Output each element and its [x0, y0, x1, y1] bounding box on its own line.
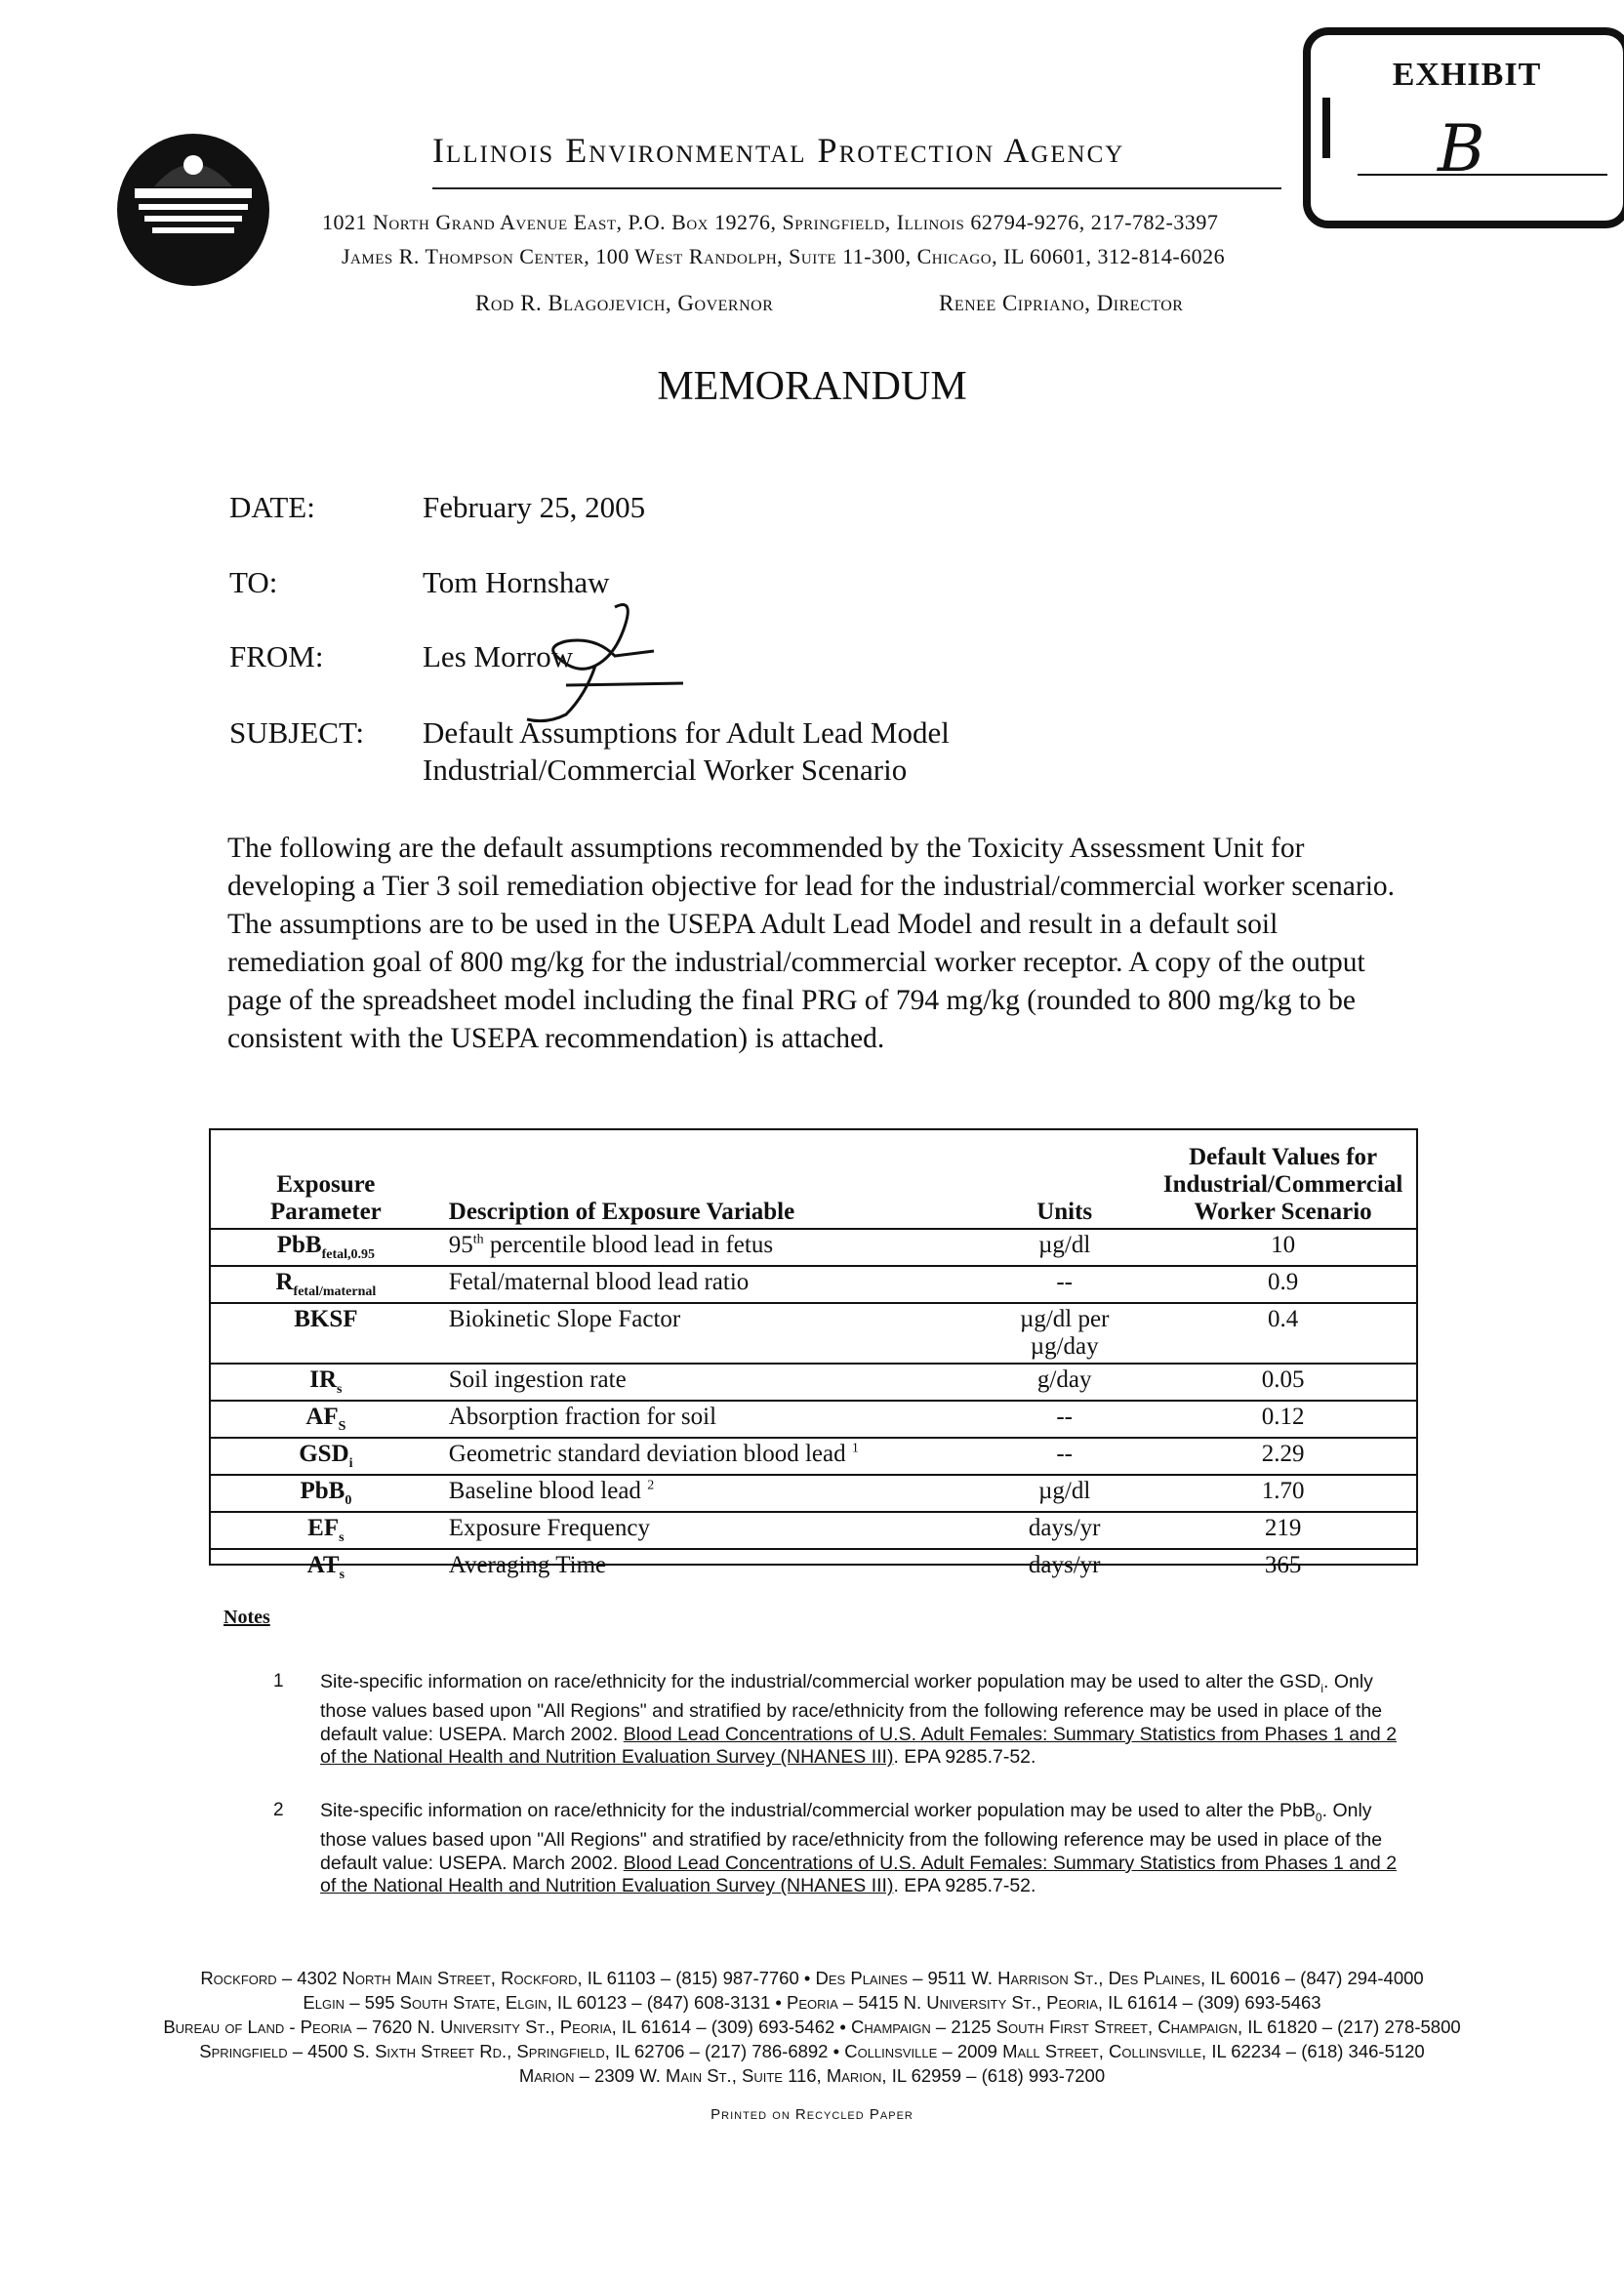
desc-text: Soil ingestion rate — [443, 1364, 981, 1401]
desc-text-rest: percentile blood lead in fetus — [483, 1232, 774, 1258]
value-cell: 10 — [1148, 1229, 1418, 1266]
note-2: Site-specific information on race/ethnicity for the industrial/commercial worker population may be used to alter the PbB$_0$. Only those values based upon "All Regions" and stratified by race/ethnicity from the following reference may be used in place of the default value: USEPA. March 2002. Blood Lead Concentrations of U.S. Adult Females: Summary Statistics from Phases 1 and 2 of the National Health and Nutrition Evaluation Survey (NHANES III). EPA 9285.7-52. — [320, 1800, 1398, 1897]
param-symbol: EF — [307, 1515, 340, 1541]
printed-on-recycled-paper: Printed on Recycled Paper — [710, 2106, 914, 2123]
param-symbol: PbB — [276, 1232, 322, 1258]
desc-text: Geometric standard deviation blood lead — [448, 1441, 846, 1467]
units-cell: days/yr — [981, 1549, 1148, 1585]
desc-text: Baseline blood lead — [448, 1478, 641, 1504]
footer-line-4: Springfield – 4500 S. Sixth Street Rd., Springfield, IL 62706 – (217) 786-6892 • Collinsville – 2009 Mall Street, Collinsville, IL 62234 – (618) 346-5120 — [199, 2041, 1425, 2061]
param-subscript: i — [348, 1456, 353, 1471]
param-subscript: 0 — [345, 1493, 352, 1508]
table-row — [209, 1512, 1418, 1549]
subject-line-1: Default Assumptions for Adult Lead Model — [423, 715, 950, 750]
date-value: February 25, 2005 — [423, 490, 646, 524]
table-row — [209, 1475, 1418, 1512]
param-symbol: AT — [306, 1552, 340, 1578]
units-cell: g/day — [981, 1364, 1148, 1401]
from-value: Les Morrow — [423, 639, 574, 673]
date-label: DATE: — [229, 490, 315, 524]
exhibit-line — [1358, 174, 1607, 176]
handwritten-initials — [488, 597, 703, 734]
units-cell: days/yr — [981, 1512, 1148, 1549]
header-default-2: Industrial/Commercial — [1162, 1171, 1403, 1198]
address-chicago: James R. Thompson Center, 100 West Randolph, Suite 11-300, Chicago, IL 60601, 312-814-6026 — [342, 244, 1226, 268]
desc-text: Exposure Frequency — [443, 1512, 981, 1549]
table-row — [209, 1438, 1418, 1475]
param-subscript: s — [339, 1568, 345, 1582]
param-symbol: R — [275, 1269, 294, 1295]
value-cell: 219 — [1148, 1512, 1418, 1549]
units-cell: µg/dl per µg/day — [981, 1303, 1148, 1364]
units-cell: µg/dl — [981, 1475, 1148, 1512]
table-row — [209, 1364, 1418, 1401]
units-cell: -- — [981, 1401, 1148, 1438]
letterhead-rule — [432, 187, 1281, 189]
header-description: Description of Exposure Variable — [448, 1199, 795, 1225]
value-cell: 2.29 — [1148, 1438, 1418, 1475]
desc-superscript: th — [472, 1232, 484, 1247]
note-1-text-c: . EPA 9285.7-52. — [893, 1746, 1036, 1769]
param-symbol: IR — [309, 1366, 338, 1393]
note-2-text-a: Site-specific information on race/ethnicity for the industrial/commercial worker population may be used to alter the PbB — [320, 1800, 1316, 1821]
param-subscript: fetal/maternal — [293, 1284, 377, 1299]
param-subscript: s — [339, 1530, 345, 1545]
director: Renee Cipriano, Director — [939, 291, 1184, 315]
governor: Rod R. Blagojevich, Governor — [475, 291, 774, 315]
desc-text: Averaging Time — [443, 1549, 981, 1585]
notes-heading: Notes — [223, 1607, 270, 1628]
exhibit-vendor-mark — [1319, 94, 1334, 162]
param-symbol: BKSF — [209, 1303, 443, 1364]
desc-text: Fetal/maternal blood lead ratio — [443, 1266, 981, 1303]
param-symbol: GSD — [299, 1441, 349, 1467]
note-2-number: 2 — [273, 1800, 284, 1820]
subject-label: SUBJECT: — [229, 715, 364, 750]
note-1: Site-specific information on race/ethnicity for the industrial/commercial worker population may be used to alter the $GSD_i$. Only those values based upon "All Regions" and stratified by race/ethnicity from the following reference may be used in place of the default value: USEPA. March 2002. Blood Lead Concentrations of U.S. Adult Females: Summary Statistics from Phases 1 and 2 of the National Health and Nutrition Evaluation Survey (NHANES III). EPA 9285.7-52. — [320, 1671, 1398, 1769]
to-label: TO: — [229, 565, 278, 599]
note-1-text-a: Site-specific information on race/ethnicity for the industrial/commercial worker population may be used to alter the GSD — [320, 1671, 1321, 1692]
table-row — [209, 1401, 1418, 1438]
desc-superscript: 1 — [851, 1441, 859, 1456]
header-parameter-2: Parameter — [269, 1199, 382, 1225]
agency-seal-logo — [115, 132, 271, 288]
footer-line-5: Marion – 2309 W. Main St., Suite 116, Marion, IL 62959 – (618) 993-7200 — [518, 2065, 1106, 2086]
exposure-table — [209, 1128, 1418, 1585]
value-cell: 365 — [1148, 1549, 1418, 1585]
note-1-reference: Blood Lead Concentrations of U.S. Adult Females: Summary Statistics from Phases 1 and 2 of the National Health and Nutrition Evaluation Survey (NHANES III) — [320, 1723, 1398, 1769]
exhibit-value: B — [1438, 111, 1485, 186]
param-symbol: PbB — [300, 1478, 345, 1504]
to-value: Tom Hornshaw — [423, 565, 610, 599]
desc-text: Absorption fraction for soil — [443, 1401, 981, 1438]
param-subscript: fetal,0.95 — [321, 1247, 376, 1262]
note-2-text-c: . EPA 9285.7-52. — [893, 1875, 1036, 1897]
table-row — [209, 1303, 1418, 1364]
exhibit-sticker — [1303, 27, 1624, 228]
table-header-row — [209, 1128, 1418, 1229]
agency-name: Illinois Environmental Protection Agency — [432, 131, 1125, 170]
exhibit-title: EXHIBIT — [1392, 57, 1542, 93]
note-1-number: 1 — [273, 1671, 284, 1691]
header-default-3: Worker Scenario — [1194, 1199, 1372, 1225]
body-paragraph: The following are the default assumptions recommended by the Toxicity Assessment Unit for developing a Tier 3 soil remediation objective for lead for the industrial/commercial worker scenario. The assumptions are to be used in the USEPA Adult Lead Model and result in a default soil remediation goal of 800 mg/kg for the industrial/commercial worker receptor. A copy of the output page of the spreadsheet model including the final PRG of 794 mg/kg (rounded to 800 mg/kg to be consistent with the USEPA recommendation) is attached. — [227, 833, 1396, 1054]
note-1-sub: i — [1320, 1681, 1323, 1695]
header-default-1: Default Values for — [1189, 1144, 1378, 1170]
header-units: Units — [1036, 1199, 1093, 1225]
param-subscript: s — [337, 1382, 343, 1397]
memo-title: MEMORANDUM — [657, 364, 967, 409]
note-1-text-b: Only those values based upon "All Regions" and stratified by race/ethnicity from the following reference may be used in place of the default value: USEPA. March 2002. — [320, 1671, 1383, 1745]
param-subscript: S — [338, 1419, 346, 1434]
from-label: FROM: — [229, 639, 324, 673]
table-row — [209, 1229, 1418, 1266]
value-cell: 0.4 — [1148, 1303, 1418, 1364]
desc-text: 95 — [448, 1232, 473, 1258]
table-row — [209, 1549, 1418, 1585]
note-2-reference: Blood Lead Concentrations of U.S. Adult Females: Summary Statistics from Phases 1 and 2 of the National Health and Nutrition Evaluation Survey (NHANES III) — [320, 1852, 1398, 1897]
subject-line-2: Industrial/Commercial Worker Scenario — [423, 753, 908, 787]
table-row — [209, 1266, 1418, 1303]
units-cell: -- — [981, 1266, 1148, 1303]
note-2-sub: 0 — [1315, 1810, 1322, 1824]
units-cell: µg/dl — [981, 1229, 1148, 1266]
value-cell: 0.9 — [1148, 1266, 1418, 1303]
footer-line-3: Bureau of Land - Peoria – 7620 N. University St., Peoria, IL 61614 – (309) 693-5462 • Champaign – 2125 South First Street, Champaign, IL 61820 – (217) 278-5800 — [163, 2017, 1461, 2037]
note-2-text-b: Only those values based upon "All Regions" and stratified by race/ethnicity from the following reference may be used in place of the default value: USEPA. March 2002. — [320, 1800, 1383, 1874]
footer-line-2: Elgin – 595 South State, Elgin, IL 60123 – (847) 608-3131 • Peoria – 5415 N. University St., Peoria, IL 61614 – (309) 693-5463 — [303, 1992, 1321, 2013]
desc-text: Biokinetic Slope Factor — [443, 1303, 981, 1364]
value-cell: 1.70 — [1148, 1475, 1418, 1512]
footer-line-1: Rockford – 4302 North Main Street, Rockford, IL 61103 – (815) 987-7760 • Des Plaines – 9511 W. Harrison St., Des Plaines, IL 60016 – (847) 294-4000 — [200, 1968, 1424, 1988]
units-cell: -- — [981, 1438, 1148, 1475]
desc-superscript: 2 — [647, 1478, 655, 1493]
value-cell: 0.12 — [1148, 1401, 1418, 1438]
param-symbol: AF — [305, 1404, 339, 1430]
address-springfield: 1021 North Grand Avenue East, P.O. Box 19276, Springfield, Illinois 62794-9276, 217-782-3397 — [322, 210, 1219, 234]
header-parameter-1: Exposure — [276, 1171, 376, 1198]
value-cell: 0.05 — [1148, 1364, 1418, 1401]
